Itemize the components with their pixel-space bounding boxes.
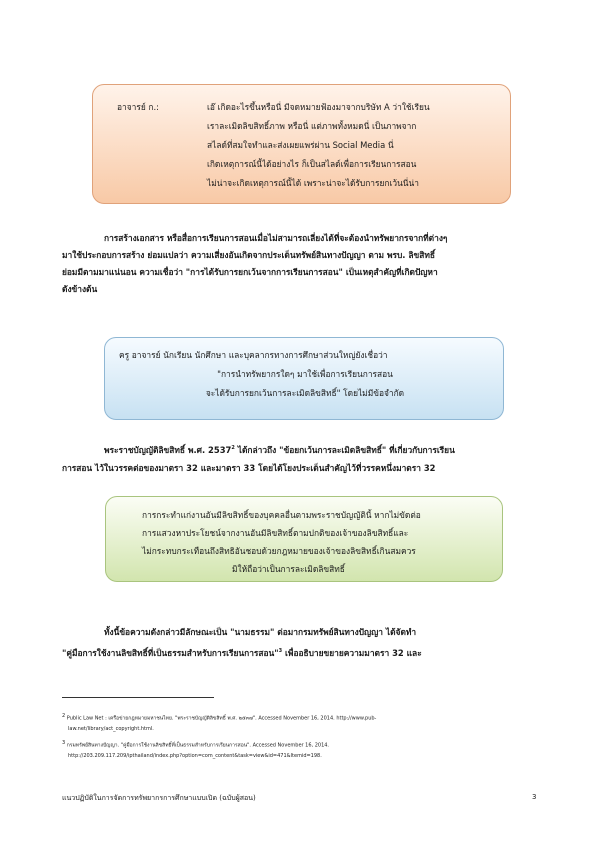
footnote-ref[interactable]: 2 [231, 445, 235, 451]
footnote-separator [62, 697, 214, 698]
body-paragraph-line: ดังข้างต้น [62, 284, 98, 294]
page-footer-title: แนวปฏิบัติในการจัดการทรัพยากรการศึกษาแบบเปิด (ฉบับผู้สอน) [62, 794, 256, 802]
page-number: 3 [532, 793, 537, 801]
footnote-link[interactable]: http://203.209.117.209/ipthailand/index.php?option=com_content&task=view&id=471&Itemid=198. [68, 753, 322, 759]
callout-line: ไม่กระทบกระเทือนถึงสิทธิอันชอบด้วยกฎหมายของเจ้าของลิขสิทธิ์เกินสมควร [142, 546, 416, 556]
callout-line: สไลด์ที่สมใจทำและส่งเผยแพร่ผ่าน Social Media นี่ [207, 140, 394, 150]
callout-line: จะได้รับการยกเว้นการละเมิดลิขสิทธิ์" โดยไม่มีข้อจำกัด [205, 388, 405, 398]
callout-line: ครู อาจารย์ นักเรียน นักศึกษา และบุคลากรทางการศึกษาส่วนใหญ่ยังเชื่อว่า [119, 350, 388, 360]
callout-line: การกระทำแก่งานอันมีลิขสิทธิ์ของบุคคลอื่นตามพระราชบัญญัตินี้ หากไม่ขัดต่อ [142, 510, 421, 520]
callout-line: เอ๊ เกิดอะไรขึ้นหรือนี่ มีจดหมายฟ้องมาจากบริษัท A ว่าใช้เรียน [207, 102, 430, 112]
body-paragraph-line: การสอน ไว้ในวรรคต่อของมาตรา 32 และมาตรา 33 โดยได้โยงประเด็นสำคัญไว้ที่วรรคหนึ่งมาตรา 32 [62, 463, 436, 473]
body-paragraph-line: การสร้างเอกสาร หรือสื่อการเรียนการสอนเมื่อไม่สามารถเลี่ยงได้ที่จะต้องนำทรัพยากรจากที่ต่างๆ [104, 233, 448, 243]
footnote-link[interactable]: law.net/library/act_copyright.html. [68, 726, 154, 732]
body-paragraph-line: ทั้งนี้ข้อความดังกล่าวมีลักษณะเป็น "นามธรรม" ต่อมากรมทรัพย์สินทางปัญญา ได้จัดทำ [104, 627, 417, 637]
callout-line: "การนำทรัพยากรใดๆ มาใช้เพื่อการเรียนการสอน [217, 369, 393, 379]
callout-line: เกิดเหตุการณ์นี้ได้อย่างไร ก็เป็นสไลด์เพื่อการเรียนการสอน [207, 159, 417, 169]
footnote: 2 Public Law Net : เครือข่ายกฎหมายมหาชนไทย. "พระราชบัญญัติลิขสิทธิ์ พ.ศ. ๒๕๓๗". Accessed November 16, 2014. http://www.pub- [62, 713, 377, 722]
footnote-ref[interactable]: 3 [278, 648, 283, 654]
callout-line: การแสวงหาประโยชน์จากงานอันมีลิขสิทธิ์ตามปกติของเจ้าของลิขสิทธิ์และ [142, 528, 409, 538]
body-paragraph-line: มาใช้ประกอบการสร้าง ย่อมแปลว่า ความเสี่ยงอันเกิดจากประเด็นทรัพย์สินทางปัญญา ตาม พรบ. ลิขสิทธิ์ [62, 250, 436, 260]
speaker-label: อาจารย์ ก.: [117, 102, 159, 112]
callout-line: เราละเมิดลิขสิทธิ์ภาพ หรือนี่ แต่ภาพทั้งหมดนี่ เป็นภาพจาก [207, 121, 417, 131]
belief-callout-box [104, 337, 504, 420]
body-paragraph-line: พระราชบัญญัติลิขสิทธิ์ พ.ศ. 2537$^2$ ได้กล่าวถึง "ข้อยกเว้นการละเมิดลิขสิทธิ์" ที่เกี่ยวกับการเรียน [104, 444, 455, 455]
callout-line: ไม่น่าจะเกิดเหตุการณ์นี้ได้ เพราะน่าจะได้รับการยกเว้นนี่น่า [207, 178, 419, 188]
law-quote-box [105, 496, 503, 582]
body-paragraph-line: "คู่มือการใช้งานลิขสิทธิ์ที่เป็นธรรมสำหรับการเรียนการสอน"$^3$ เพื่ออธิบายขยายความมาตรา 32 และ [62, 647, 422, 658]
callout-line: มิให้ถือว่าเป็นการละเมิดลิขสิทธิ์ [232, 564, 345, 574]
body-paragraph-line: ย่อมมีตามมาแน่นอน ความเชื่อว่า "การได้รับการยกเว้นจากการเรียนการสอน" เป็นเหตุสำคัญที่เกิดปัญหา [62, 267, 438, 277]
footnote: 3 กรมทรัพย์สินทางปัญญา. "คู่มือการใช้งานลิขสิทธิ์ที่เป็นธรรมสำหรับการเรียนการสอน". Accessed November 16, 2014. [62, 740, 330, 749]
scenario-callout-box [92, 84, 511, 204]
